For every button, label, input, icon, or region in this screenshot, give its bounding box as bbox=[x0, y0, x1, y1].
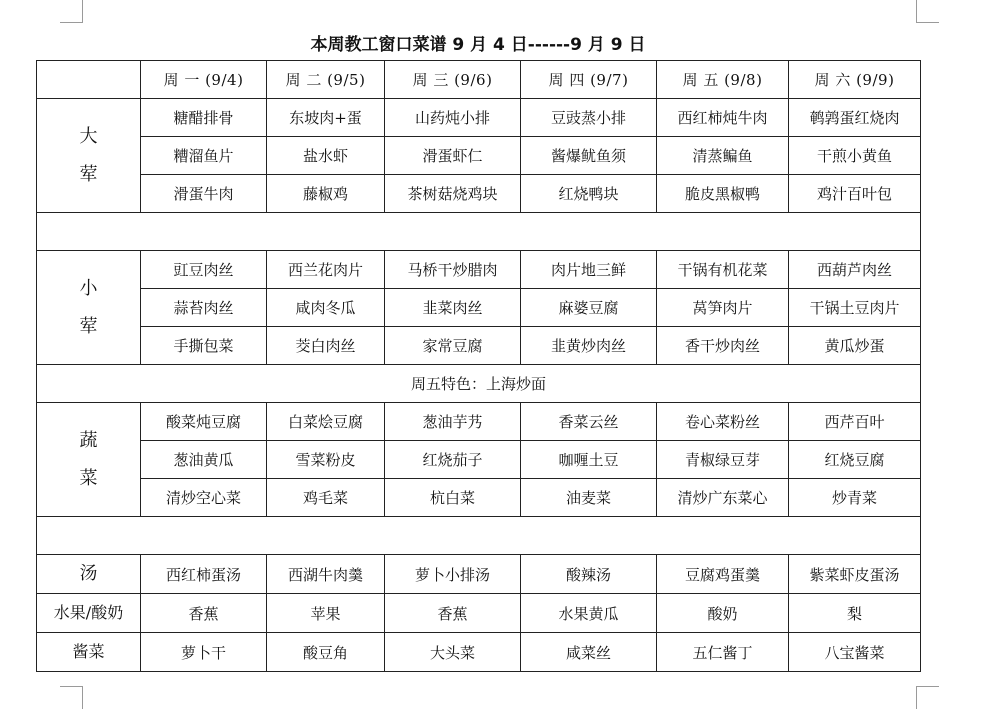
table-row bbox=[37, 99, 921, 137]
day-header: 周 一 (9/4) bbox=[141, 61, 267, 99]
dish-cell: 干锅有机花菜 bbox=[657, 251, 789, 289]
special-row bbox=[37, 365, 921, 403]
dish-cell: 鹌鹑蛋红烧肉 bbox=[789, 99, 921, 137]
dish-cell: 西红柿蛋汤 bbox=[141, 555, 267, 594]
dish-cell: 杭白菜 bbox=[385, 479, 521, 517]
special-note: 周五特色：上海炒面 bbox=[37, 365, 921, 403]
dish-cell: 葱油黄瓜 bbox=[141, 441, 267, 479]
day-header: 周 二 (9/5) bbox=[267, 61, 385, 99]
table-row bbox=[37, 441, 921, 479]
page-corner-mark bbox=[916, 0, 939, 23]
table-row bbox=[37, 479, 921, 517]
page-corner-mark bbox=[60, 686, 83, 709]
dish-cell: 清蒸鳊鱼 bbox=[657, 137, 789, 175]
category-char: 大 bbox=[79, 125, 98, 147]
dish-cell: 家常豆腐 bbox=[385, 327, 521, 365]
dish-cell: 雪菜粉皮 bbox=[267, 441, 385, 479]
category-char: 小 bbox=[79, 277, 98, 299]
table-row bbox=[37, 137, 921, 175]
dish-cell: 鸡汁百叶包 bbox=[789, 175, 921, 213]
day-header: 周 五 (9/8) bbox=[657, 61, 789, 99]
dish-cell: 红烧茄子 bbox=[385, 441, 521, 479]
dish-cell: 红烧鸭块 bbox=[521, 175, 657, 213]
dish-cell: 茭白肉丝 bbox=[267, 327, 385, 365]
corner-cell bbox=[37, 61, 141, 99]
dish-cell: 脆皮黑椒鸭 bbox=[657, 175, 789, 213]
dish-cell: 西湖牛肉羹 bbox=[267, 555, 385, 594]
page-title: 本周教工窗口菜谱 9 月 4 日------9 月 9 日 bbox=[310, 35, 646, 55]
table-row bbox=[37, 175, 921, 213]
dish-cell: 东坡肉+蛋 bbox=[267, 99, 385, 137]
dish-cell: 清炒广东菜心 bbox=[657, 479, 789, 517]
dish-cell: 西红柿炖牛肉 bbox=[657, 99, 789, 137]
category-label-soup: 汤 bbox=[37, 555, 141, 594]
page-corner-mark bbox=[916, 686, 939, 709]
day-header: 周 四 (9/7) bbox=[521, 61, 657, 99]
dish-cell: 酱爆鱿鱼须 bbox=[521, 137, 657, 175]
dish-cell: 马桥干炒腊肉 bbox=[385, 251, 521, 289]
dish-cell: 香菜云丝 bbox=[521, 403, 657, 441]
dish-cell: 黄瓜炒蛋 bbox=[789, 327, 921, 365]
dish-cell: 清炒空心菜 bbox=[141, 479, 267, 517]
dish-cell: 酸豆角 bbox=[267, 633, 385, 672]
pickle-row bbox=[37, 633, 921, 672]
dish-cell: 酸菜炖豆腐 bbox=[141, 403, 267, 441]
dish-cell: 葱油芋艿 bbox=[385, 403, 521, 441]
dish-cell: 蒜苔肉丝 bbox=[141, 289, 267, 327]
dish-cell: 手撕包菜 bbox=[141, 327, 267, 365]
dish-cell: 苹果 bbox=[267, 594, 385, 633]
dish-cell: 紫菜虾皮蛋汤 bbox=[789, 555, 921, 594]
menu-table bbox=[36, 60, 921, 672]
dish-cell: 酸辣汤 bbox=[521, 555, 657, 594]
dish-cell: 卷心菜粉丝 bbox=[657, 403, 789, 441]
dish-cell: 干煎小黄鱼 bbox=[789, 137, 921, 175]
dish-cell: 油麦菜 bbox=[521, 479, 657, 517]
dish-cell: 酸奶 bbox=[657, 594, 789, 633]
dish-cell: 豆腐鸡蛋羹 bbox=[657, 555, 789, 594]
dish-cell: 白菜烩豆腐 bbox=[267, 403, 385, 441]
category-char: 蔬 bbox=[79, 429, 98, 451]
dish-cell: 咸肉冬瓜 bbox=[267, 289, 385, 327]
blank-cell bbox=[37, 213, 921, 251]
dish-cell: 滑蛋虾仁 bbox=[385, 137, 521, 175]
dish-cell: 干锅土豆肉片 bbox=[789, 289, 921, 327]
dish-cell: 萝卜小排汤 bbox=[385, 555, 521, 594]
dish-cell: 西芹百叶 bbox=[789, 403, 921, 441]
blank-row bbox=[37, 213, 921, 251]
dish-cell: 咸菜丝 bbox=[521, 633, 657, 672]
table-row bbox=[37, 403, 921, 441]
dish-cell: 炒青菜 bbox=[789, 479, 921, 517]
category-char: 荤 bbox=[79, 163, 98, 185]
dish-cell: 香蕉 bbox=[141, 594, 267, 633]
dish-cell: 糖醋排骨 bbox=[141, 99, 267, 137]
header-row bbox=[37, 61, 921, 99]
dish-cell: 水果黄瓜 bbox=[521, 594, 657, 633]
table-row bbox=[37, 327, 921, 365]
dish-cell: 豇豆肉丝 bbox=[141, 251, 267, 289]
dish-cell: 茶树菇烧鸡块 bbox=[385, 175, 521, 213]
dish-cell: 豆豉蒸小排 bbox=[521, 99, 657, 137]
dish-cell: 盐水虾 bbox=[267, 137, 385, 175]
category-label-pickle: 酱菜 bbox=[37, 633, 141, 672]
blank-cell bbox=[37, 517, 921, 555]
dish-cell: 韭黄炒肉丝 bbox=[521, 327, 657, 365]
dish-cell: 韭菜肉丝 bbox=[385, 289, 521, 327]
dish-cell: 鸡毛菜 bbox=[267, 479, 385, 517]
category-label-xiao-hun bbox=[37, 251, 141, 365]
soup-row bbox=[37, 555, 921, 594]
dish-cell: 肉片地三鲜 bbox=[521, 251, 657, 289]
dish-cell: 糟溜鱼片 bbox=[141, 137, 267, 175]
dish-cell: 滑蛋牛肉 bbox=[141, 175, 267, 213]
dish-cell: 青椒绿豆芽 bbox=[657, 441, 789, 479]
category-char: 荤 bbox=[79, 315, 98, 337]
dish-cell: 红烧豆腐 bbox=[789, 441, 921, 479]
dish-cell: 藤椒鸡 bbox=[267, 175, 385, 213]
category-label-da-hun bbox=[37, 99, 141, 213]
category-label-fruit: 水果/酸奶 bbox=[37, 594, 141, 633]
dish-cell: 西葫芦肉丝 bbox=[789, 251, 921, 289]
dish-cell: 八宝酱菜 bbox=[789, 633, 921, 672]
page-corner-mark bbox=[60, 0, 83, 23]
fruit-row bbox=[37, 594, 921, 633]
dish-cell: 萝卜干 bbox=[141, 633, 267, 672]
dish-cell: 咖喱土豆 bbox=[521, 441, 657, 479]
category-char: 菜 bbox=[79, 467, 98, 489]
table-row bbox=[37, 289, 921, 327]
table-row bbox=[37, 251, 921, 289]
dish-cell: 香干炒肉丝 bbox=[657, 327, 789, 365]
day-header: 周 六 (9/9) bbox=[789, 61, 921, 99]
dish-cell: 梨 bbox=[789, 594, 921, 633]
dish-cell: 莴笋肉片 bbox=[657, 289, 789, 327]
dish-cell: 香蕉 bbox=[385, 594, 521, 633]
category-label-shucai bbox=[37, 403, 141, 517]
day-header: 周 三 (9/6) bbox=[385, 61, 521, 99]
blank-row bbox=[37, 517, 921, 555]
dish-cell: 大头菜 bbox=[385, 633, 521, 672]
dish-cell: 山药炖小排 bbox=[385, 99, 521, 137]
dish-cell: 西兰花肉片 bbox=[267, 251, 385, 289]
dish-cell: 麻婆豆腐 bbox=[521, 289, 657, 327]
dish-cell: 五仁酱丁 bbox=[657, 633, 789, 672]
